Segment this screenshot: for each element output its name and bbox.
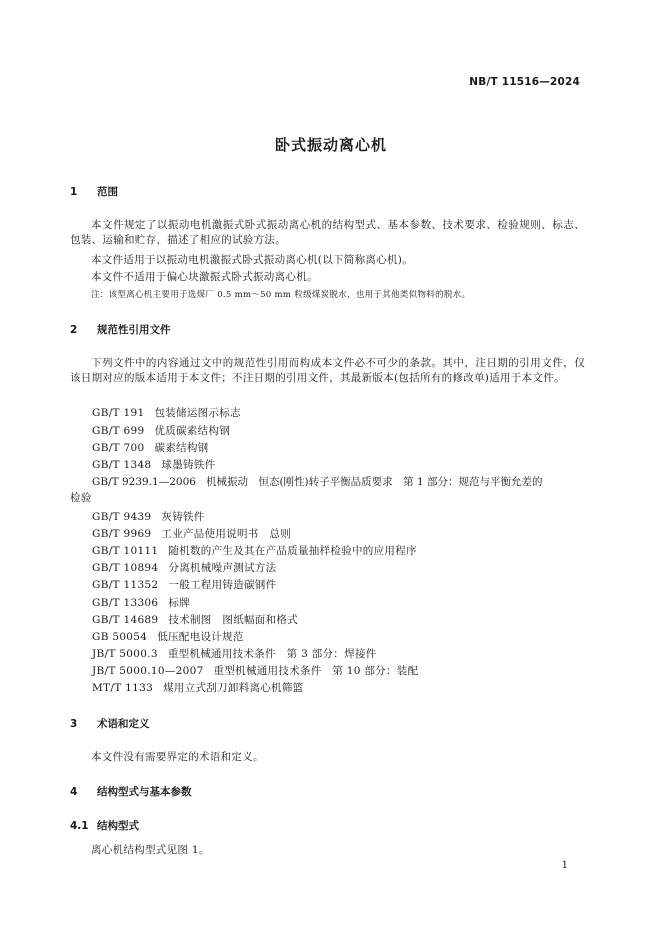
reference-item <box>92 596 190 611</box>
reference-code: GB/T 10894 <box>92 562 159 574</box>
reference-item <box>92 664 418 679</box>
subsection-4-1-paragraph-1: 离心机结构型式见图 1。 <box>91 844 210 856</box>
reference-code: MT/T 1133 <box>92 682 154 694</box>
reference-item-continuation: 检验 <box>70 492 92 504</box>
reference-item <box>92 424 230 439</box>
reference-code: GB/T 10111 <box>92 545 159 557</box>
reference-name: 煤用立式刮刀卸料离心机筛篮 <box>163 682 304 694</box>
reference-name: 低压配电设计规范 <box>157 631 244 643</box>
document-title: 卧式振动离心机 <box>274 136 387 154</box>
reference-code: GB/T 699 <box>92 425 145 437</box>
reference-item <box>92 475 543 490</box>
reference-name: 球墨铸铁件 <box>161 459 216 471</box>
section-1-paragraph-1: 本文件规定了以振动电机激振式卧式振动离心机的结构型式、基本参数、技术要求、检验规则、标志、包装、运输和贮存，描述了相应的试验方法。 <box>70 219 585 246</box>
reference-item <box>92 406 241 421</box>
reference-code: GB/T 13306 <box>92 597 159 609</box>
reference-name: 分离机械噪声测试方法 <box>168 562 277 574</box>
reference-code: JB/T 5000.3 <box>92 648 158 660</box>
reference-name: 技术制图 图纸幅面和格式 <box>168 614 298 626</box>
reference-item <box>92 630 244 645</box>
reference-item <box>92 561 276 576</box>
section-number: 4 <box>70 786 78 798</box>
reference-code: GB/T 9439 <box>92 511 152 523</box>
section-number: 1 <box>70 186 78 198</box>
standard-number: NB/T 11516—2024 <box>469 76 580 88</box>
section-1-heading <box>70 184 118 199</box>
reference-code: GB/T 1348 <box>92 459 152 471</box>
reference-item <box>92 527 291 542</box>
reference-code: GB 50054 <box>92 631 148 643</box>
reference-item <box>92 458 215 473</box>
section-number: 3 <box>70 718 78 730</box>
reference-name: 重型机械通用技术条件 第 10 部分：装配 <box>213 665 419 677</box>
reference-item <box>92 681 303 696</box>
reference-name: 碳素结构钢 <box>154 442 209 454</box>
reference-name: 标牌 <box>168 597 190 609</box>
reference-item <box>92 544 417 559</box>
reference-code: GB/T 11352 <box>92 579 159 591</box>
reference-item <box>92 578 276 593</box>
section-4-heading <box>70 784 192 799</box>
reference-code: GB/T 9239.1—2006 <box>92 476 196 488</box>
reference-name: 灰铸铁件 <box>161 511 205 523</box>
section-title: 范围 <box>97 186 118 198</box>
reference-name: 工业产品使用说明书 总则 <box>161 528 292 540</box>
reference-item <box>92 510 205 525</box>
section-title: 术语和定义 <box>97 718 150 730</box>
reference-name: 机械振动 恒态(刚性)转子平衡品质要求 第 1 部分：规范与平衡允差的 <box>205 476 543 488</box>
section-title: 结构型式与基本参数 <box>97 786 192 798</box>
section-3-heading <box>70 716 150 731</box>
reference-item <box>92 441 208 456</box>
section-1-note: 注：该型离心机主要用于选煤厂 0.5 mm～50 mm 粒级煤炭脱水，也用于其他类似物料的脱水。 <box>91 290 471 300</box>
page-number: 1 <box>561 860 568 871</box>
section-number: 2 <box>70 324 78 336</box>
section-2-intro: 下列文件中的内容通过文中的规范性引用而构成本文件必不可少的条款。其中，注日期的引用文件，仅该日期对应的版本适用于本文件；不注日期的引用文件，其最新版本(包括所有的修改单)适用于本文件。 <box>70 357 585 384</box>
section-title: 规范性引用文件 <box>97 324 171 336</box>
subsection-number: 4.1 <box>70 820 89 832</box>
subsection-4-1-heading <box>70 818 139 833</box>
reference-name: 优质碳素结构钢 <box>154 425 231 437</box>
reference-name: 随机数的产生及其在产品质量抽样检验中的应用程序 <box>168 545 417 557</box>
reference-name: 包装储运图示标志 <box>154 407 241 419</box>
reference-code: JB/T 5000.10—2007 <box>92 665 204 677</box>
reference-code: GB/T 14689 <box>92 614 159 626</box>
reference-item <box>92 647 377 662</box>
reference-code: GB/T 700 <box>92 442 145 454</box>
reference-item <box>92 613 298 628</box>
reference-code: GB/T 9969 <box>92 528 152 540</box>
subsection-title: 结构型式 <box>97 820 139 832</box>
section-1-paragraph-2: 本文件适用于以振动电机激振式卧式振动离心机(以下简称离心机)。 <box>91 254 413 266</box>
reference-code: GB/T 191 <box>92 407 145 419</box>
reference-name: 一般工程用铸造碳钢件 <box>168 579 277 591</box>
section-2-heading <box>70 322 171 337</box>
section-1-paragraph-3: 本文件不适用于偏心块激振式卧式振动离心机。 <box>91 271 318 283</box>
reference-name: 重型机械通用技术条件 第 3 部分：焊接件 <box>167 648 377 660</box>
section-3-paragraph-1: 本文件没有需要界定的术语和定义。 <box>91 751 264 763</box>
